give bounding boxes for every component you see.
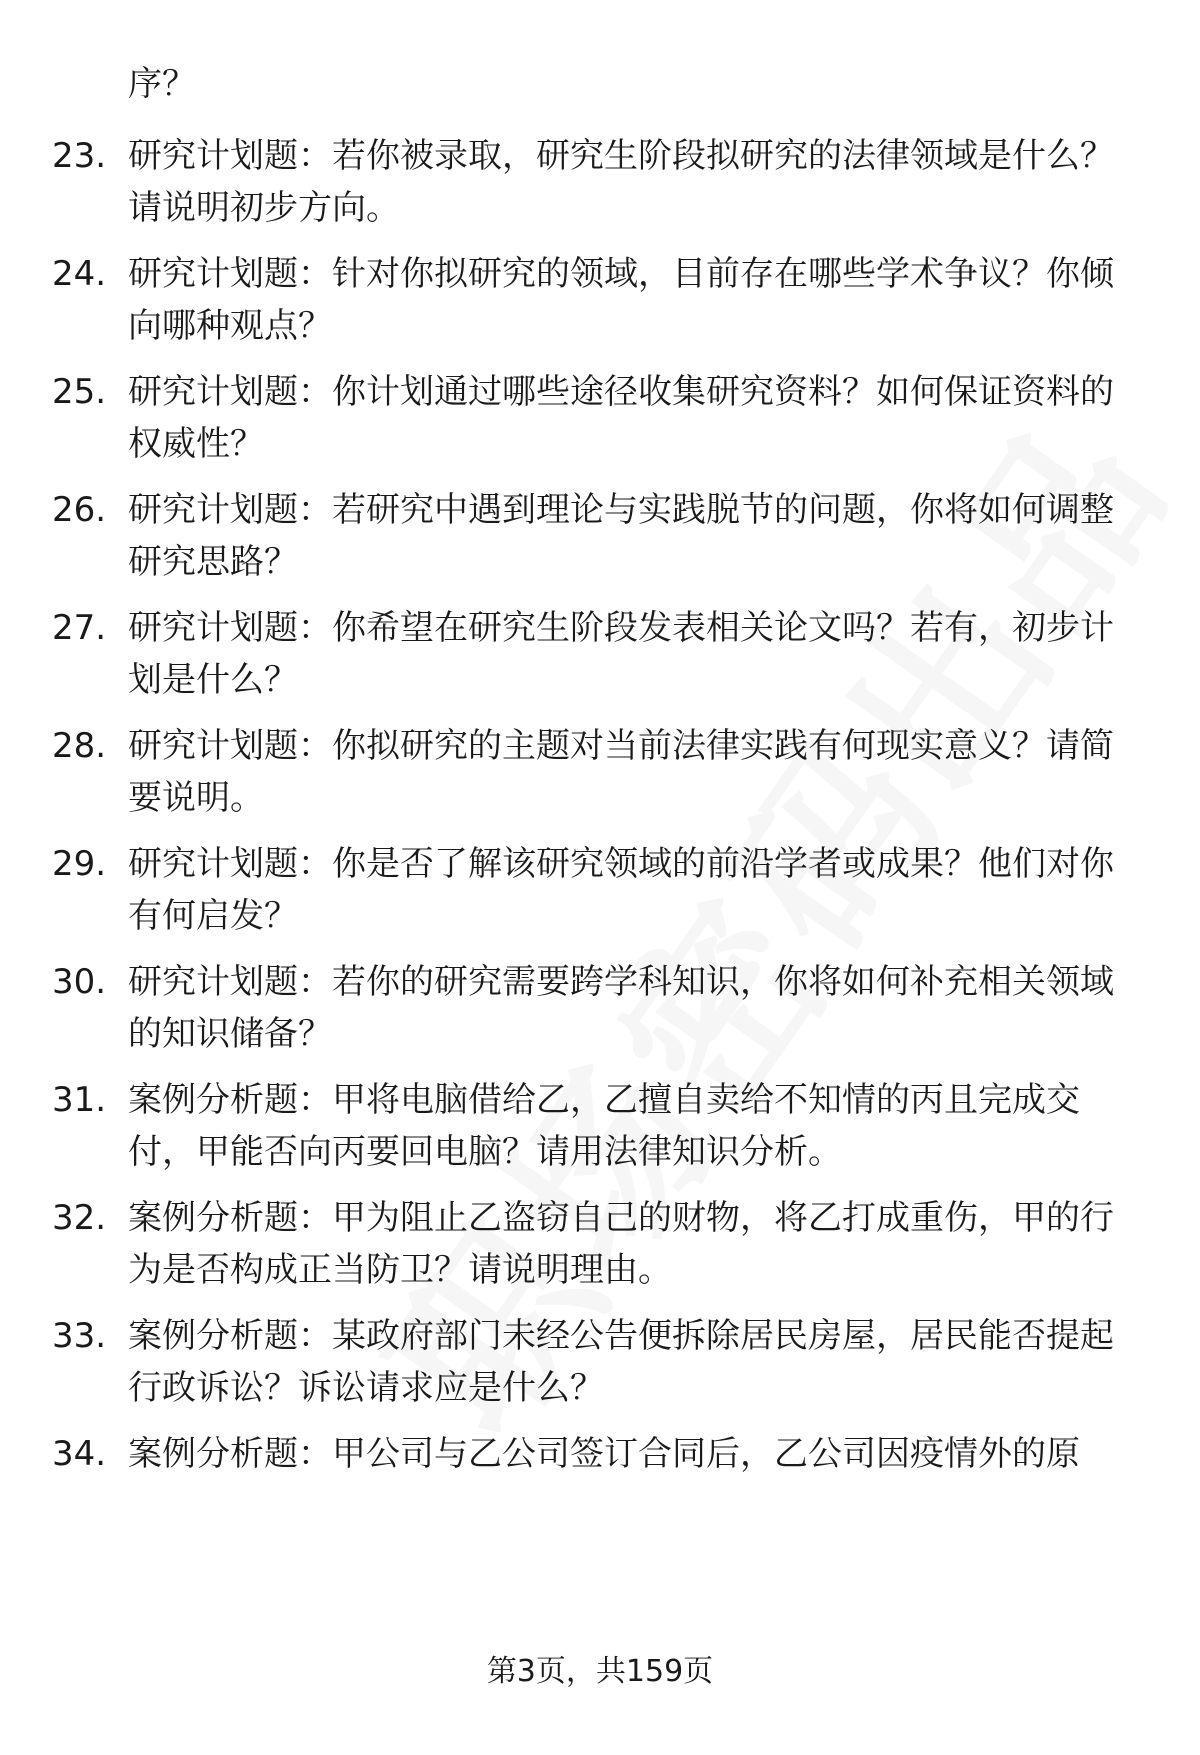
- question-text: 研究计划题：你计划通过哪些途径收集研究资料？如何保证资料的权威性？: [128, 372, 1114, 464]
- question-number: 30.: [52, 962, 107, 1002]
- question-text: 研究计划题：若研究中遇到理论与实践脱节的问题，你将如何调整研究思路？: [128, 490, 1114, 582]
- question-text: 案例分析题：某政府部门未经公告便拆除居民房屋，居民能否提起行政诉讼？诉讼请求应是什么？: [128, 1316, 1114, 1408]
- continuation-text: 序？: [128, 64, 196, 104]
- question-number: 25.: [52, 372, 107, 412]
- page-footer: 第3页，共159页: [486, 1654, 714, 1689]
- question-number: 27.: [52, 608, 107, 648]
- question-text: 研究计划题：你是否了解该研究领域的前沿学者或成果？他们对你有何启发？: [128, 844, 1114, 936]
- question-number: 28.: [52, 726, 107, 766]
- question-text: 案例分析题：甲公司与乙公司签订合同后，乙公司因疫情外的原: [128, 1434, 1080, 1474]
- question-text: 研究计划题：若你被录取，研究生阶段拟研究的法律领域是什么？请说明初步方向。: [128, 136, 1114, 228]
- question-number: 23.: [52, 136, 107, 176]
- question-text: 研究计划题：你希望在研究生阶段发表相关论文吗？若有，初步计划是什么？: [128, 608, 1114, 700]
- question-number: 31.: [52, 1080, 107, 1120]
- question-number: 24.: [52, 254, 107, 294]
- question-text: 研究计划题：若你的研究需要跨学科知识，你将如何补充相关领域的知识储备？: [128, 962, 1114, 1054]
- question-text: 研究计划题：针对你拟研究的领域，目前存在哪些学术争议？你倾向哪种观点？: [128, 254, 1114, 346]
- question-text: 研究计划题：你拟研究的主题对当前法律实践有何现实意义？请简要说明。: [128, 726, 1114, 818]
- question-number: 34.: [52, 1434, 107, 1474]
- question-text: 案例分析题：甲为阻止乙盗窃自己的财物，将乙打成重伤，甲的行为是否构成正当防卫？请说明理由。: [128, 1198, 1114, 1290]
- question-text: 案例分析题：甲将电脑借给乙，乙擅自卖给不知情的丙且完成交付，甲能否向丙要回电脑？请用法律知识分析。: [128, 1080, 1080, 1172]
- question-number: 32.: [52, 1198, 107, 1238]
- question-number: 26.: [52, 490, 107, 530]
- question-number: 33.: [52, 1316, 107, 1356]
- question-number: 29.: [52, 844, 107, 884]
